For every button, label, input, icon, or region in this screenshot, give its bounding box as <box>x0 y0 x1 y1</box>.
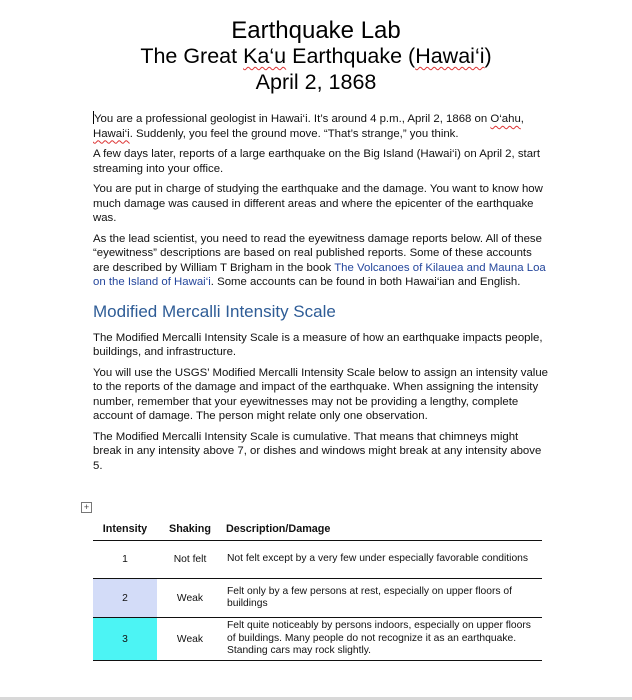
spellcheck-word-kau: Ka‘u <box>243 44 287 68</box>
cell-intensity: 3 <box>93 618 157 661</box>
cell-intensity: 1 <box>93 541 157 579</box>
header-shaking: Shaking <box>169 522 211 535</box>
table-row <box>93 618 542 661</box>
header-description: Description/Damage <box>226 522 331 535</box>
cell-intensity: 2 <box>93 579 157 618</box>
page-subtitle: The Great Ka‘u Earthquake (Hawai‘i) <box>140 44 492 68</box>
mercalli-paragraph-2: You will use the USGS’ Modified Mercalli Intensity Scale below to assign an intensity value to the reports of the damage and impact of the earthquake. When assigning the intensity number, remember that your eyewitnesses may not be providing a lengthy, complete account of damage. The person might relate only one observation. <box>93 366 549 422</box>
cell-description: Felt only by a few persons at rest, especially on upper floors of buildings <box>227 585 513 609</box>
cell-shaking: Not felt <box>173 554 207 565</box>
table-move-handle-icon[interactable]: + <box>81 502 92 513</box>
mercalli-paragraph-3: The Modified Mercalli Intensity Scale is cumulative. That means that chimneys might break in any intensity above 7, or dishes and windows might break at any intensity above 5. <box>93 430 542 472</box>
spellcheck-word-hawaii-2: Hawai‘i <box>93 127 130 140</box>
header-intensity: Intensity <box>102 522 148 535</box>
cell-description: Not felt except by a very few under especially favorable conditions <box>227 553 529 565</box>
spellcheck-word-oahu: O‘ahu <box>490 113 521 125</box>
table-header-row <box>93 517 542 541</box>
cell-shaking: Weak <box>176 592 204 604</box>
page-title: Earthquake Lab <box>231 17 401 44</box>
intro-paragraph-3: You are put in charge of studying the earthquake and the damage. You want to know how much damage was caused in different areas and where the epicenter of the earthquake was. <box>93 183 543 224</box>
cell-shaking: Weak <box>176 633 204 645</box>
page-date: April 2, 1868 <box>255 70 377 94</box>
mercalli-table <box>93 517 542 661</box>
table-row <box>93 541 542 579</box>
intro-paragraph-2: A few days later, reports of a large earthquake on the Big Island (Hawai‘i) on April 2, start streaming into your office. <box>93 148 541 175</box>
book-title-link[interactable]: The Volcanoes of Kilauea and Mauna Loa on the Island of Hawai‘i <box>93 261 546 288</box>
document-body[interactable] <box>93 111 548 479</box>
intro-paragraph-1: You are a professional geologist in Hawai‘i. It’s around 4 p.m., April 2, 1868 on O‘ahu, Hawai‘i. Suddenly, you feel the ground move. “That’s strange,” you think. <box>93 113 524 140</box>
intro-paragraph-4: As the lead scientist, you need to read the eyewitness damage reports below. All of these “eyewitness” descriptions are based on real published reports. Some of these accounts are described by William T Brigham in the book The Volcanoes of Kilauea and Mauna Loa on the Island of Hawai‘i. Some accounts can be found in both Hawai‘ian and English. <box>93 232 546 288</box>
spellcheck-word-hawaii: Hawai‘i <box>415 44 485 68</box>
cell-description: Felt quite noticeably by persons indoors, especially on upper floors of buildings. Many people do not recognize it as an earthquake. Standing cars may rock slightly. <box>227 620 531 657</box>
mercalli-heading: Modified Mercalli Intensity Scale <box>93 301 336 321</box>
table-row <box>93 579 542 618</box>
title-block <box>0 17 632 95</box>
mercalli-paragraph-1: The Modified Mercalli Intensity Scale is a measure of how an earthquake impacts people, buildings, and infrastructure. <box>93 331 543 358</box>
